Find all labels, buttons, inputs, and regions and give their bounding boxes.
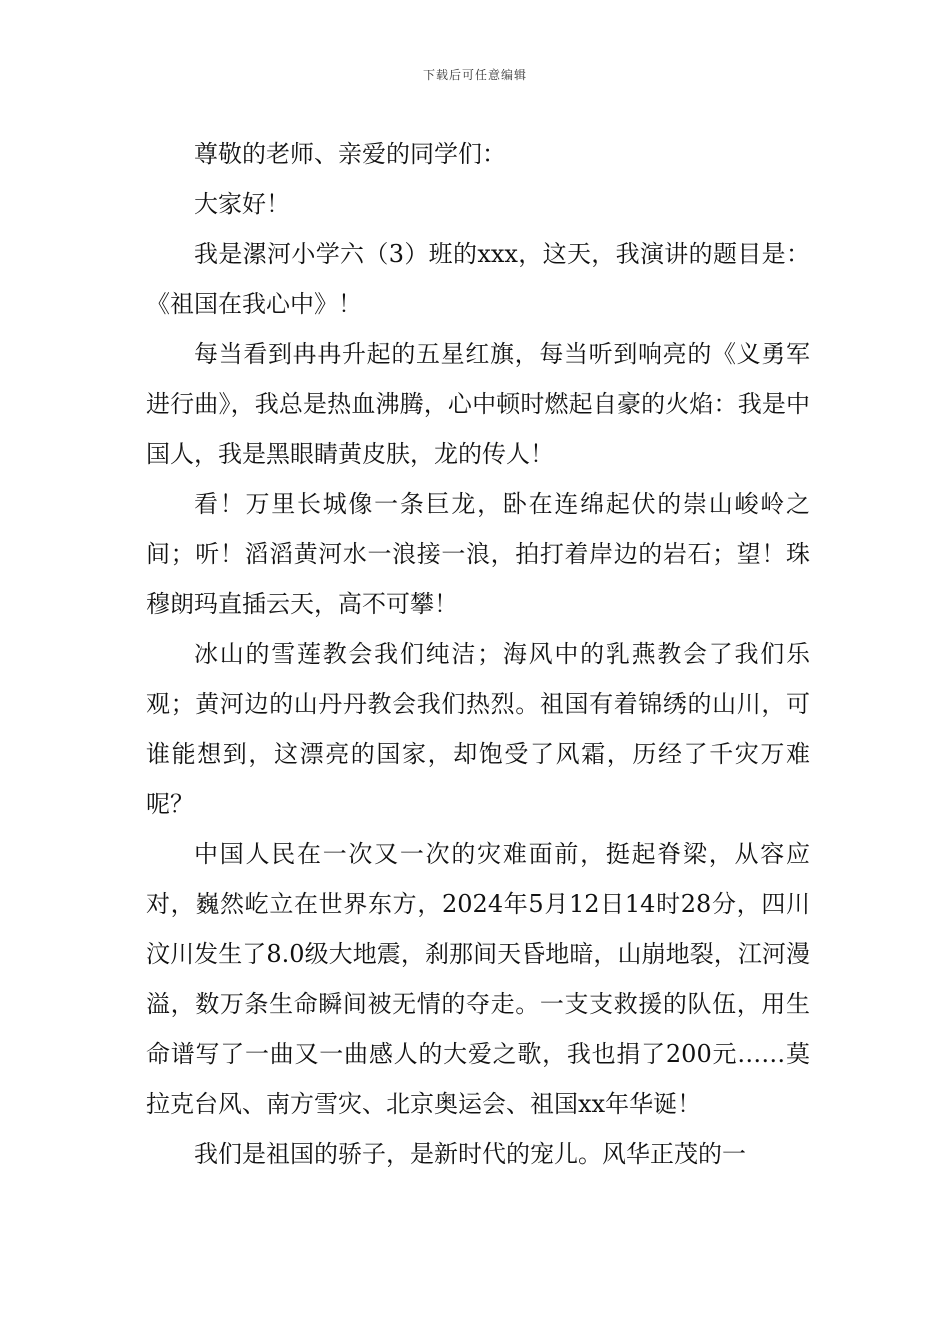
body-paragraph: 我们是祖国的骄子，是新时代的宠儿。风华正茂的一 [194, 1140, 746, 1168]
body-paragraph: 中国人民在一次又一次的灾难面前，挺起脊梁，从容应对，巍然屹立在世界东方，2024年5月12日14时28分，四川汶川发生了8.0级大地震，刹那间天昏地暗，山崩地裂，江河漫溢，数万条生命瞬间被无情的夺走。一支支救援的队伍，用生命谱写了一曲又一曲感人的大爱之歌，我也捐了200元……莫拉克台风、南方雪灾、北京奥运会、祖国xx年华诞！ [146, 840, 810, 1118]
page-header-note: 下载后可任意编辑 [422, 68, 527, 82]
body-paragraph: 冰山的雪莲教会我们纯洁；海风中的乳燕教会了我们乐观；黄河边的山丹丹教会我们热烈。祖国有着锦绣的山川，可谁能想到，这漂亮的国家，却饱受了风霜，历经了千灾万难呢？ [146, 640, 810, 818]
salutation-paragraph: 尊敬的老师、亲爱的同学们： [194, 140, 506, 168]
greeting-paragraph: 大家好！ [194, 190, 290, 218]
body-paragraph: 每当看到冉冉升起的五星红旗，每当听到响亮的《义勇军进行曲》，我总是热血沸腾，心中顿时燃起自豪的火焰：我是中国人，我是黑眼睛黄皮肤，龙的传人！ [146, 340, 810, 468]
introduction-paragraph: 我是漯河小学六（3）班的xxx，这天，我演讲的题目是：《祖国在我心中》！ [146, 240, 810, 318]
body-paragraph: 看！万里长城像一条巨龙，卧在连绵起伏的崇山峻岭之间；听！滔滔黄河水一浪接一浪，拍打着岸边的岩石；望！珠穆朗玛直插云天，高不可攀！ [146, 490, 810, 618]
speech-body [146, 129, 810, 1179]
